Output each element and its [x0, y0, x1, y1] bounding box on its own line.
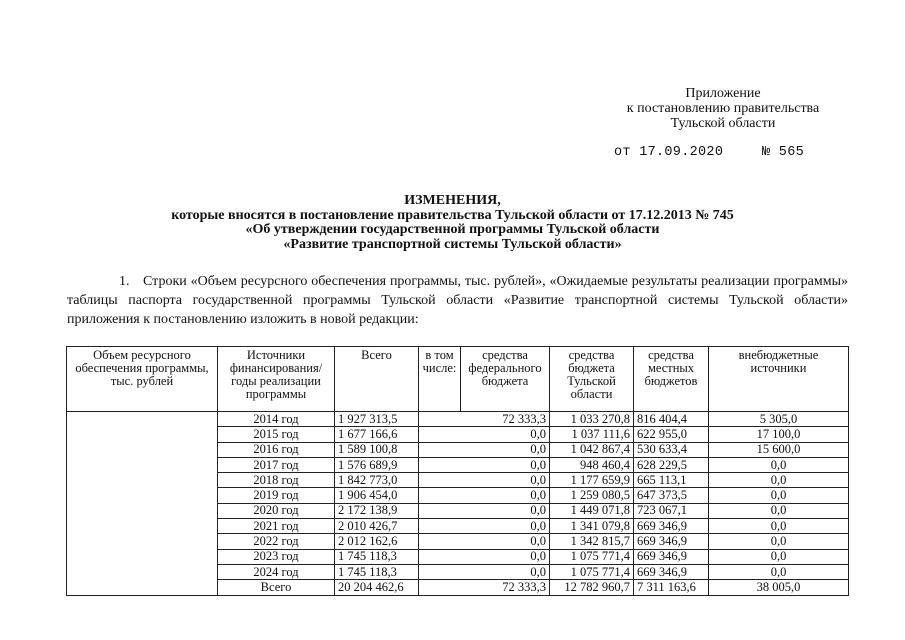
heading-line-4: «Развитие транспортной системы Тульской области»: [283, 236, 622, 252]
appendix-line-1: Приложение: [685, 86, 761, 101]
volume-column-blank: [67, 412, 218, 596]
cell-regional: 948 460,4: [550, 457, 634, 472]
cell-year: 2016 год: [218, 442, 335, 457]
cell-year: 2020 год: [218, 503, 335, 518]
cell-total: 1 576 689,9: [335, 457, 419, 472]
cell-federal: 0,0: [419, 457, 550, 472]
cell-federal: 72 333,3: [419, 580, 550, 595]
cell-year: 2018 год: [218, 473, 335, 488]
appendix-line-3: Тульской области: [670, 116, 776, 131]
cell-regional: 12 782 960,7: [550, 580, 634, 595]
cell-federal: 72 333,3: [419, 412, 550, 427]
cell-local: 622 955,0: [634, 427, 709, 442]
cell-extra: 0,0: [709, 549, 849, 564]
document-heading: [0, 194, 905, 252]
header-sources: Источники финансирования/ годы реализации программы: [218, 347, 335, 412]
cell-federal: 0,0: [419, 519, 550, 534]
cell-extra: 0,0: [709, 503, 849, 518]
cell-regional: 1 033 270,8: [550, 412, 634, 427]
header-volume: Объем ресурсного обеспечения программы, тыс. рублей: [67, 347, 218, 412]
cell-total: 2 172 138,9: [335, 503, 419, 518]
cell-year: Всего: [218, 580, 335, 595]
cell-local: 669 346,9: [634, 534, 709, 549]
header-extra: внебюджетные источники: [709, 347, 849, 412]
cell-local: 647 373,5: [634, 488, 709, 503]
cell-year: 2024 год: [218, 564, 335, 579]
cell-year: 2022 год: [218, 534, 335, 549]
document-date: от 17.09.2020: [614, 145, 724, 160]
cell-local: 628 229,5: [634, 457, 709, 472]
cell-total: 1 927 313,5: [335, 412, 419, 427]
document-number: № 565: [762, 145, 805, 160]
cell-local: 723 067,1: [634, 503, 709, 518]
cell-total: 2 010 426,7: [335, 519, 419, 534]
cell-regional: 1 449 071,8: [550, 503, 634, 518]
cell-total: 1 842 773,0: [335, 473, 419, 488]
cell-year: 2015 год: [218, 427, 335, 442]
appendix-line-2: к постановлению правительства: [626, 101, 820, 116]
cell-extra: 15 600,0: [709, 442, 849, 457]
cell-regional: 1 259 080,5: [550, 488, 634, 503]
cell-extra: 5 305,0: [709, 412, 849, 427]
cell-total: 2 012 162,6: [335, 534, 419, 549]
header-local: средства местных бюджетов: [634, 347, 709, 412]
cell-extra: 0,0: [709, 534, 849, 549]
cell-extra: 0,0: [709, 473, 849, 488]
cell-extra: 0,0: [709, 457, 849, 472]
cell-federal: 0,0: [419, 549, 550, 564]
cell-regional: 1 075 771,4: [550, 549, 634, 564]
cell-regional: 1 341 079,8: [550, 519, 634, 534]
cell-local: 669 346,9: [634, 519, 709, 534]
cell-local: 669 346,9: [634, 564, 709, 579]
paragraph-text: Строки «Объем ресурсного обеспечения программы, тыс. рублей», «Ожидаемые результаты реализации программы» таблицы паспорта государственной программы Тульской области «Развитие транспортной системы Тульской области» приложения к постановлению изложить в новой редакции:: [67, 274, 848, 327]
heading-line-3: «Об утверждении государственной программы Тульской области: [245, 222, 660, 238]
cell-total: 1 906 454,0: [335, 488, 419, 503]
heading-line-2: которые вносятся в постановление правительства Тульской области от 17.12.2013 № 745: [171, 207, 734, 223]
cell-federal: 0,0: [419, 488, 550, 503]
table-body: [67, 412, 849, 596]
table-row: [67, 412, 849, 427]
cell-federal: 0,0: [419, 473, 550, 488]
header-regional: средства бюджета Тульской области: [550, 347, 634, 412]
cell-total: 1 745 118,3: [335, 564, 419, 579]
cell-year: 2014 год: [218, 412, 335, 427]
cell-extra: 0,0: [709, 519, 849, 534]
header-total: Всего: [335, 347, 419, 412]
body-paragraph: [67, 272, 848, 329]
cell-extra: 17 100,0: [709, 427, 849, 442]
cell-total: 20 204 462,6: [335, 580, 419, 595]
header-federal: средства федерального бюджета: [461, 347, 550, 412]
cell-local: 7 311 163,6: [634, 580, 709, 595]
cell-regional: 1 042 867,4: [550, 442, 634, 457]
cell-federal: 0,0: [419, 564, 550, 579]
cell-regional: 1 075 771,4: [550, 564, 634, 579]
cell-year: 2017 год: [218, 457, 335, 472]
cell-total: 1 745 118,3: [335, 549, 419, 564]
header-including: в том числе:: [419, 347, 461, 412]
cell-federal: 0,0: [419, 427, 550, 442]
cell-extra: 38 005,0: [709, 580, 849, 595]
cell-federal: 0,0: [419, 503, 550, 518]
table-header-row: [67, 347, 849, 412]
cell-extra: 0,0: [709, 564, 849, 579]
cell-year: 2021 год: [218, 519, 335, 534]
cell-year: 2023 год: [218, 549, 335, 564]
cell-regional: 1 177 659,9: [550, 473, 634, 488]
cell-total: 1 677 166,6: [335, 427, 419, 442]
cell-extra: 0,0: [709, 488, 849, 503]
financing-table: [66, 346, 849, 596]
cell-year: 2019 год: [218, 488, 335, 503]
cell-local: 530 633,4: [634, 442, 709, 457]
appendix-block: [612, 86, 834, 131]
cell-total: 1 589 100,8: [335, 442, 419, 457]
cell-regional: 1 037 111,6: [550, 427, 634, 442]
cell-local: 669 346,9: [634, 549, 709, 564]
cell-local: 665 113,1: [634, 473, 709, 488]
cell-local: 816 404,4: [634, 412, 709, 427]
cell-federal: 0,0: [419, 534, 550, 549]
paragraph-number: 1.: [119, 274, 130, 289]
cell-regional: 1 342 815,7: [550, 534, 634, 549]
heading-title: ИЗМЕНЕНИЯ,: [404, 193, 501, 208]
cell-federal: 0,0: [419, 442, 550, 457]
